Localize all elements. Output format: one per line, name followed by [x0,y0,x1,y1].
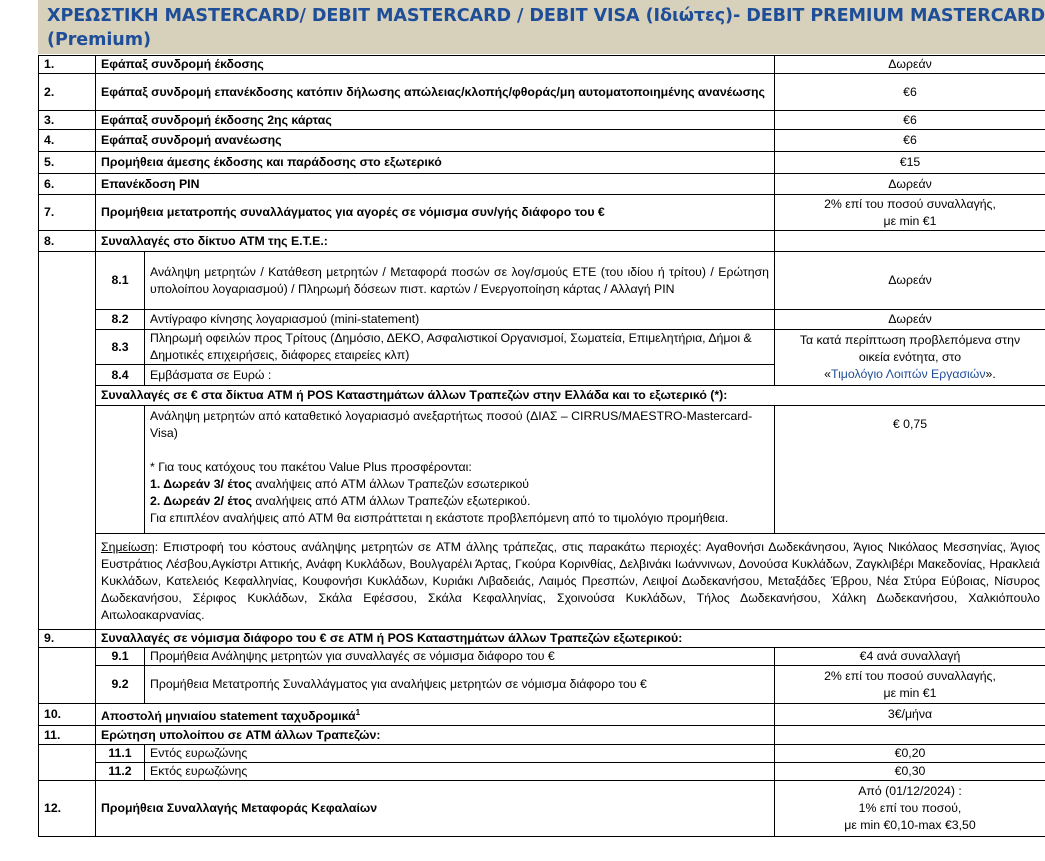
fee-description: Εφάπαξ συνδρομή επανέκδοσης κατόπιν δήλωσης απώλειας/κλοπής/φθοράς/μη αυτοματοποιημένης ανανέωσης [96,74,775,111]
fee-description: Αποστολή μηνιαίου statement ταχυδρομικά$^1$ [96,704,775,726]
table-row [39,130,1045,152]
note-label: Σημείωση [101,540,155,554]
fee-description: Προμήθεια Μετατροπής Συναλλάγματος για αναλήψεις μετρητών σε νόμισμα διάφορο του € [145,666,775,704]
row-number: 12. [39,781,96,837]
fee-description: Πληρωμή οφειλών προς Τρίτους (Δημόσιο, ΔΕΚΟ, Ασφαλιστικοί Οργανισμοί, Σωματεία, Επιμελητήρια, Δήμοι & Δημοτικές επιχειρήσεις, διάφορες εταιρείες κλπ) [145,330,775,365]
fee-value-line: 2% επί του ποσού συναλλαγής, [824,196,996,211]
fee-description: Ανάληψη μετρητών / Κατάθεση μετρητών / Μεταφορά ποσών σε λογ/σμούς ΕΤΕ (του ιδίου ή τρίτου) / Ερώτηση υπολοίπου λογαριασμού) / Πληρωμή δόσεων πιστ. καρτών / Ενεργοποίηση κάρτας / Αλλαγή PIN [145,252,775,310]
table-row [39,231,1045,252]
fee-value: €6 [775,130,1045,152]
table-row [39,174,1045,195]
fee-value: Δωρεάν [775,310,1045,330]
fee-value: €6 [775,111,1045,130]
table-row [39,111,1045,130]
price-list-link[interactable]: Τιμολόγιο Λοιπών Εργασιών [831,367,986,381]
fee-description: Εκτός ευρωζώνης [145,763,775,781]
fee-value: 3€/μήνα [775,704,1045,726]
fee-value: Τα κατά περίπτωση προβλεπόμενα στην οικεία ενότητα, στο «Τιμολόγιο Λοιπών Εργασιών». [775,330,1045,386]
table-row [39,310,1045,330]
fee-description: Προμήθεια Συναλλαγής Μεταφοράς Κεφαλαίων [96,781,775,837]
sub-row-number: 8.1 [96,252,145,310]
row-number: 8. [39,231,96,252]
sub-row-number: 8.3 [96,330,145,365]
fee-value-line: με min €1 [883,213,937,228]
fee-description: Αντίγραφο κίνησης λογαριασμού (mini-statement) [145,310,775,330]
table-row [39,386,1045,406]
fee-value: 2% επί του ποσού συναλλαγής, με min €1 [775,666,1045,704]
sub-row-number: 8.2 [96,310,145,330]
fee-value: €6 [775,74,1045,111]
fee-value: Δωρεάν [775,174,1045,195]
fee-description: Συναλλαγές σε νόμισμα διάφορο του € σε ATM ή POS Καταστημάτων άλλων Τραπεζών εξωτερικού: [96,630,1045,648]
sub-row-number: 9.2 [96,666,145,704]
row-number: 1. [39,56,96,74]
fee-description: Εφάπαξ συνδρομή έκδοσης [96,56,775,74]
sub-row-number: 11.1 [96,745,145,763]
row-number: 11. [39,726,96,745]
note-paragraph: Σημείωση: Επιστροφή του κόστους ανάληψης μετρητών σε ATM άλλης τράπεζας, στις παρακάτω περιοχές: Αγαθονήσι Δωδεκάνησου, Άγιος Νικόλαος Μεσσηνίας, Άγιος Ευστράτιος Λέσβου,Αγκίστρι Αττικής, Ανάφη Κυκλάδων, Βουλγαρέλι Άρτας, Γκούρα Κορινθίας, Δελβινάκι Ιωάννινων, Δονούσα Κυκλάδων, Ζαγκλιβέρι Μακεδονίας, Ηρακλειά Κυκλάδων, Κατελειός Κεφαλληνίας, Κουφονήσι Κυκλάδων, Κυριάκι Λιβαδειάς, Λαιμός Πρεσπών, Λειψοί Δωδεκανήσου, Μεταξάδες Έβρου, Νέα Στύρα Εύβοιας, Νίσυρος Δωδεκανήσου, Σέριφος Κυκλάδων, Σκάλα Εφέσσου, Σκάλα Κεφαλληνίας, Σχοινούσα Κυκλάδων, Τήλος Δωδεκανήσου, Χάλκη Δωδεκανήσου, Χαλκιόπουλο Αιτωλοακαρνανίας. [96,534,1045,630]
row-number: 7. [39,195,96,231]
fees-table [38,55,1045,837]
row-number: 4. [39,130,96,152]
fee-description: Εμβάσματα σε Ευρώ : [145,365,775,386]
table-row [39,781,1045,837]
row-number: 2. [39,74,96,111]
row-number: 5. [39,152,96,174]
fee-description: Προμήθεια άμεσης έκδοσης και παράδοσης στο εξωτερικό [96,152,775,174]
table-row [39,704,1045,726]
fee-value: €0,20 [775,745,1045,763]
table-row [39,763,1045,781]
fee-description: Συναλλαγές στο δίκτυο ATM της Ε.Τ.Ε.: [96,231,775,252]
fee-description: Προμήθεια Ανάληψης μετρητών για συναλλαγές σε νόμισμα διάφορο του € [145,648,775,666]
fee-description: Προμήθεια μετατροπής συναλλάγματος για αγορές σε νόμισμα συν/γής διάφορο του € [96,195,775,231]
fee-description: Ανάληψη μετρητών από καταθετικό λογαριασμό ανεξαρτήτως ποσού (ΔΙΑΣ – CIRRUS/MAESTRO-Mastercard- Visa) [150,409,753,440]
table-row [39,195,1045,231]
table-row [39,666,1045,704]
table-row [39,534,1045,630]
fee-value: Δωρεάν [775,252,1045,310]
fee-description: Εφάπαξ συνδρομή ανανέωσης [96,130,775,152]
sub-row-number: 8.4 [96,365,145,386]
fee-description: Επανέκδοση PIN [96,174,775,195]
fee-description: Εντός ευρωζώνης [145,745,775,763]
fee-value: € 0,75 [775,406,1045,534]
fee-value: Από (01/12/2024) : 1% επί του ποσού, με min €0,10-max €3,50 [775,781,1045,837]
section-header [38,0,1045,54]
table-row [39,56,1045,74]
value-plus-extra: Για επιπλέον αναλήψεις από ATM θα εισπράττεται η εκάστοτε προβλεπόμενη από το τιμολόγιο προμήθεια. [150,511,729,525]
sub-row-number: 9.1 [96,648,145,666]
row-number: 9. [39,630,96,648]
fee-description: Εφάπαξ συνδρομή έκδοσης 2ης κάρτας [96,111,775,130]
fee-description: Ερώτηση υπολοίπου σε ATM άλλων Τραπεζών: [96,726,775,745]
fee-value: €0,30 [775,763,1045,781]
fee-value: €4 ανά συναλλαγή [775,648,1045,666]
row-number: 6. [39,174,96,195]
other-banks-heading: Συναλλαγές σε € στα δίκτυα ATM ή POS Καταστημάτων άλλων Τραπεζών στην Ελλάδα και το εξωτερικό (*): [96,386,1045,406]
table-row [39,726,1045,745]
fee-value: Δωρεάν [775,56,1045,74]
table-row [39,330,1045,365]
table-row [39,74,1045,111]
row-number: 3. [39,111,96,130]
fee-value: €15 [775,152,1045,174]
table-row [39,648,1045,666]
table-row [39,252,1045,310]
row-number: 10. [39,704,96,726]
withdrawal-cell: Ανάληψη μετρητών από καταθετικό λογαριασμό ανεξαρτήτως ποσού (ΔΙΑΣ – CIRRUS/MAESTRO-Mastercard- Visa) * Για τους κατόχους του πακέτου Value Plus προσφέρονται: 1. Δωρεάν 3/ έτος αναλήψεις από ATM άλλων Τραπεζών εσωτερικού 2. Δωρεάν 2/ έτος αναλήψεις από ATM άλλων Τραπεζών εξωτερικού. Για επιπλέον αναλήψεις από ATM θα εισπράττεται η εκάστοτε προβλεπόμενη από το τιμολόγιο προμήθεια. [145,406,775,534]
table-row [39,630,1045,648]
fee-value [775,195,1045,231]
table-row [39,406,1045,534]
value-plus-intro: * Για τους κατόχους του πακέτου Value Plus προσφέρονται: [150,460,472,474]
section-title: ΧΡΕΩΣΤΙΚΗ MASTERCARD/ DEBIT MASTERCARD / DEBIT VISA (Ιδιώτες)- DEBIT PREMIUM MASTERCARD (Premium) [47,6,1045,50]
table-row [39,152,1045,174]
sub-row-number: 11.2 [96,763,145,781]
table-row [39,745,1045,763]
